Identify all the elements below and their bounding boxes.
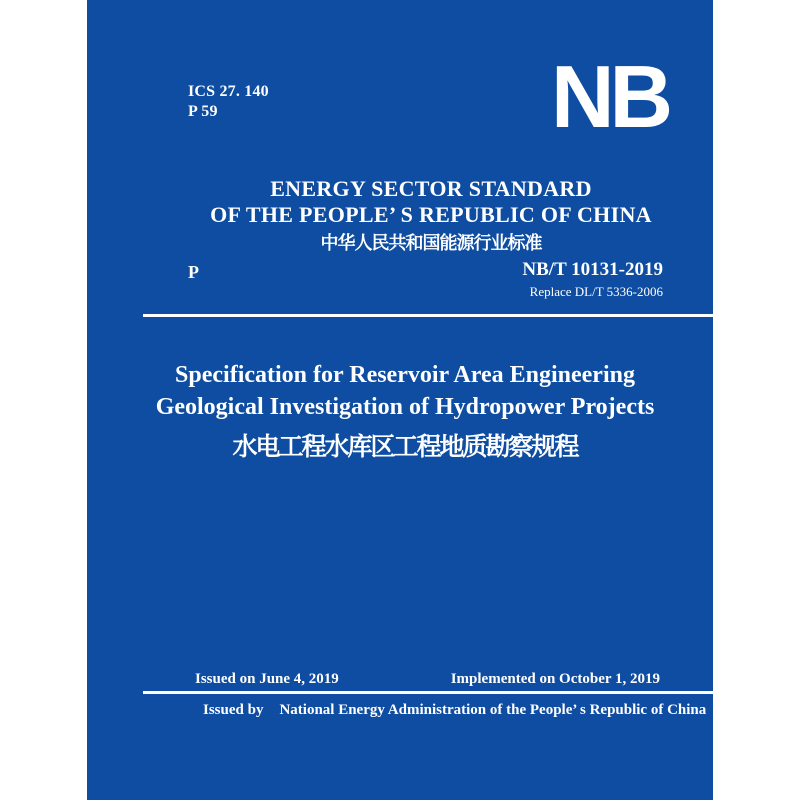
nb-logo: NB (551, 47, 669, 146)
issued-date: Issued on June 4, 2019 (195, 671, 339, 687)
p-classification: P 59 (188, 103, 218, 120)
header-line-2: OF THE PEOPLE’ S REPUBLIC OF CHINA (210, 202, 652, 227)
implemented-date: Implemented on October 1, 2019 (450, 671, 660, 687)
issued-by-value: National Energy Administration of the People’ s Republic of China (279, 702, 707, 718)
header-divider-line (143, 314, 713, 317)
p-mark: P (188, 262, 199, 282)
header-line-1: ENERGY SECTOR STANDARD (270, 176, 592, 201)
footer-divider-line (143, 691, 713, 694)
standard-number: NB/T 10131-2019 (522, 259, 663, 280)
ics-code: ICS 27. 140 (188, 83, 269, 100)
standard-designation (522, 260, 663, 299)
title-english-line-2: Geological Investigation of Hydropower Projects (155, 394, 655, 420)
footer-issuer-row (203, 701, 706, 719)
replaces-note: Replace DL/T 5336-2006 (529, 284, 663, 299)
title-chinese: 水电工程水库区工程地质勘察规程 (232, 433, 578, 461)
standard-cover-page (87, 0, 713, 800)
header-chinese: 中华人民共和国能源行业标准 (320, 233, 542, 253)
standard-header (118, 176, 744, 255)
ics-classification-block (188, 82, 269, 122)
title-english-line-1: Specification for Reservoir Area Engineering (175, 362, 635, 388)
standard-title (92, 359, 718, 462)
footer-dates-row (195, 670, 660, 688)
issued-by-label: Issued by (203, 702, 264, 718)
